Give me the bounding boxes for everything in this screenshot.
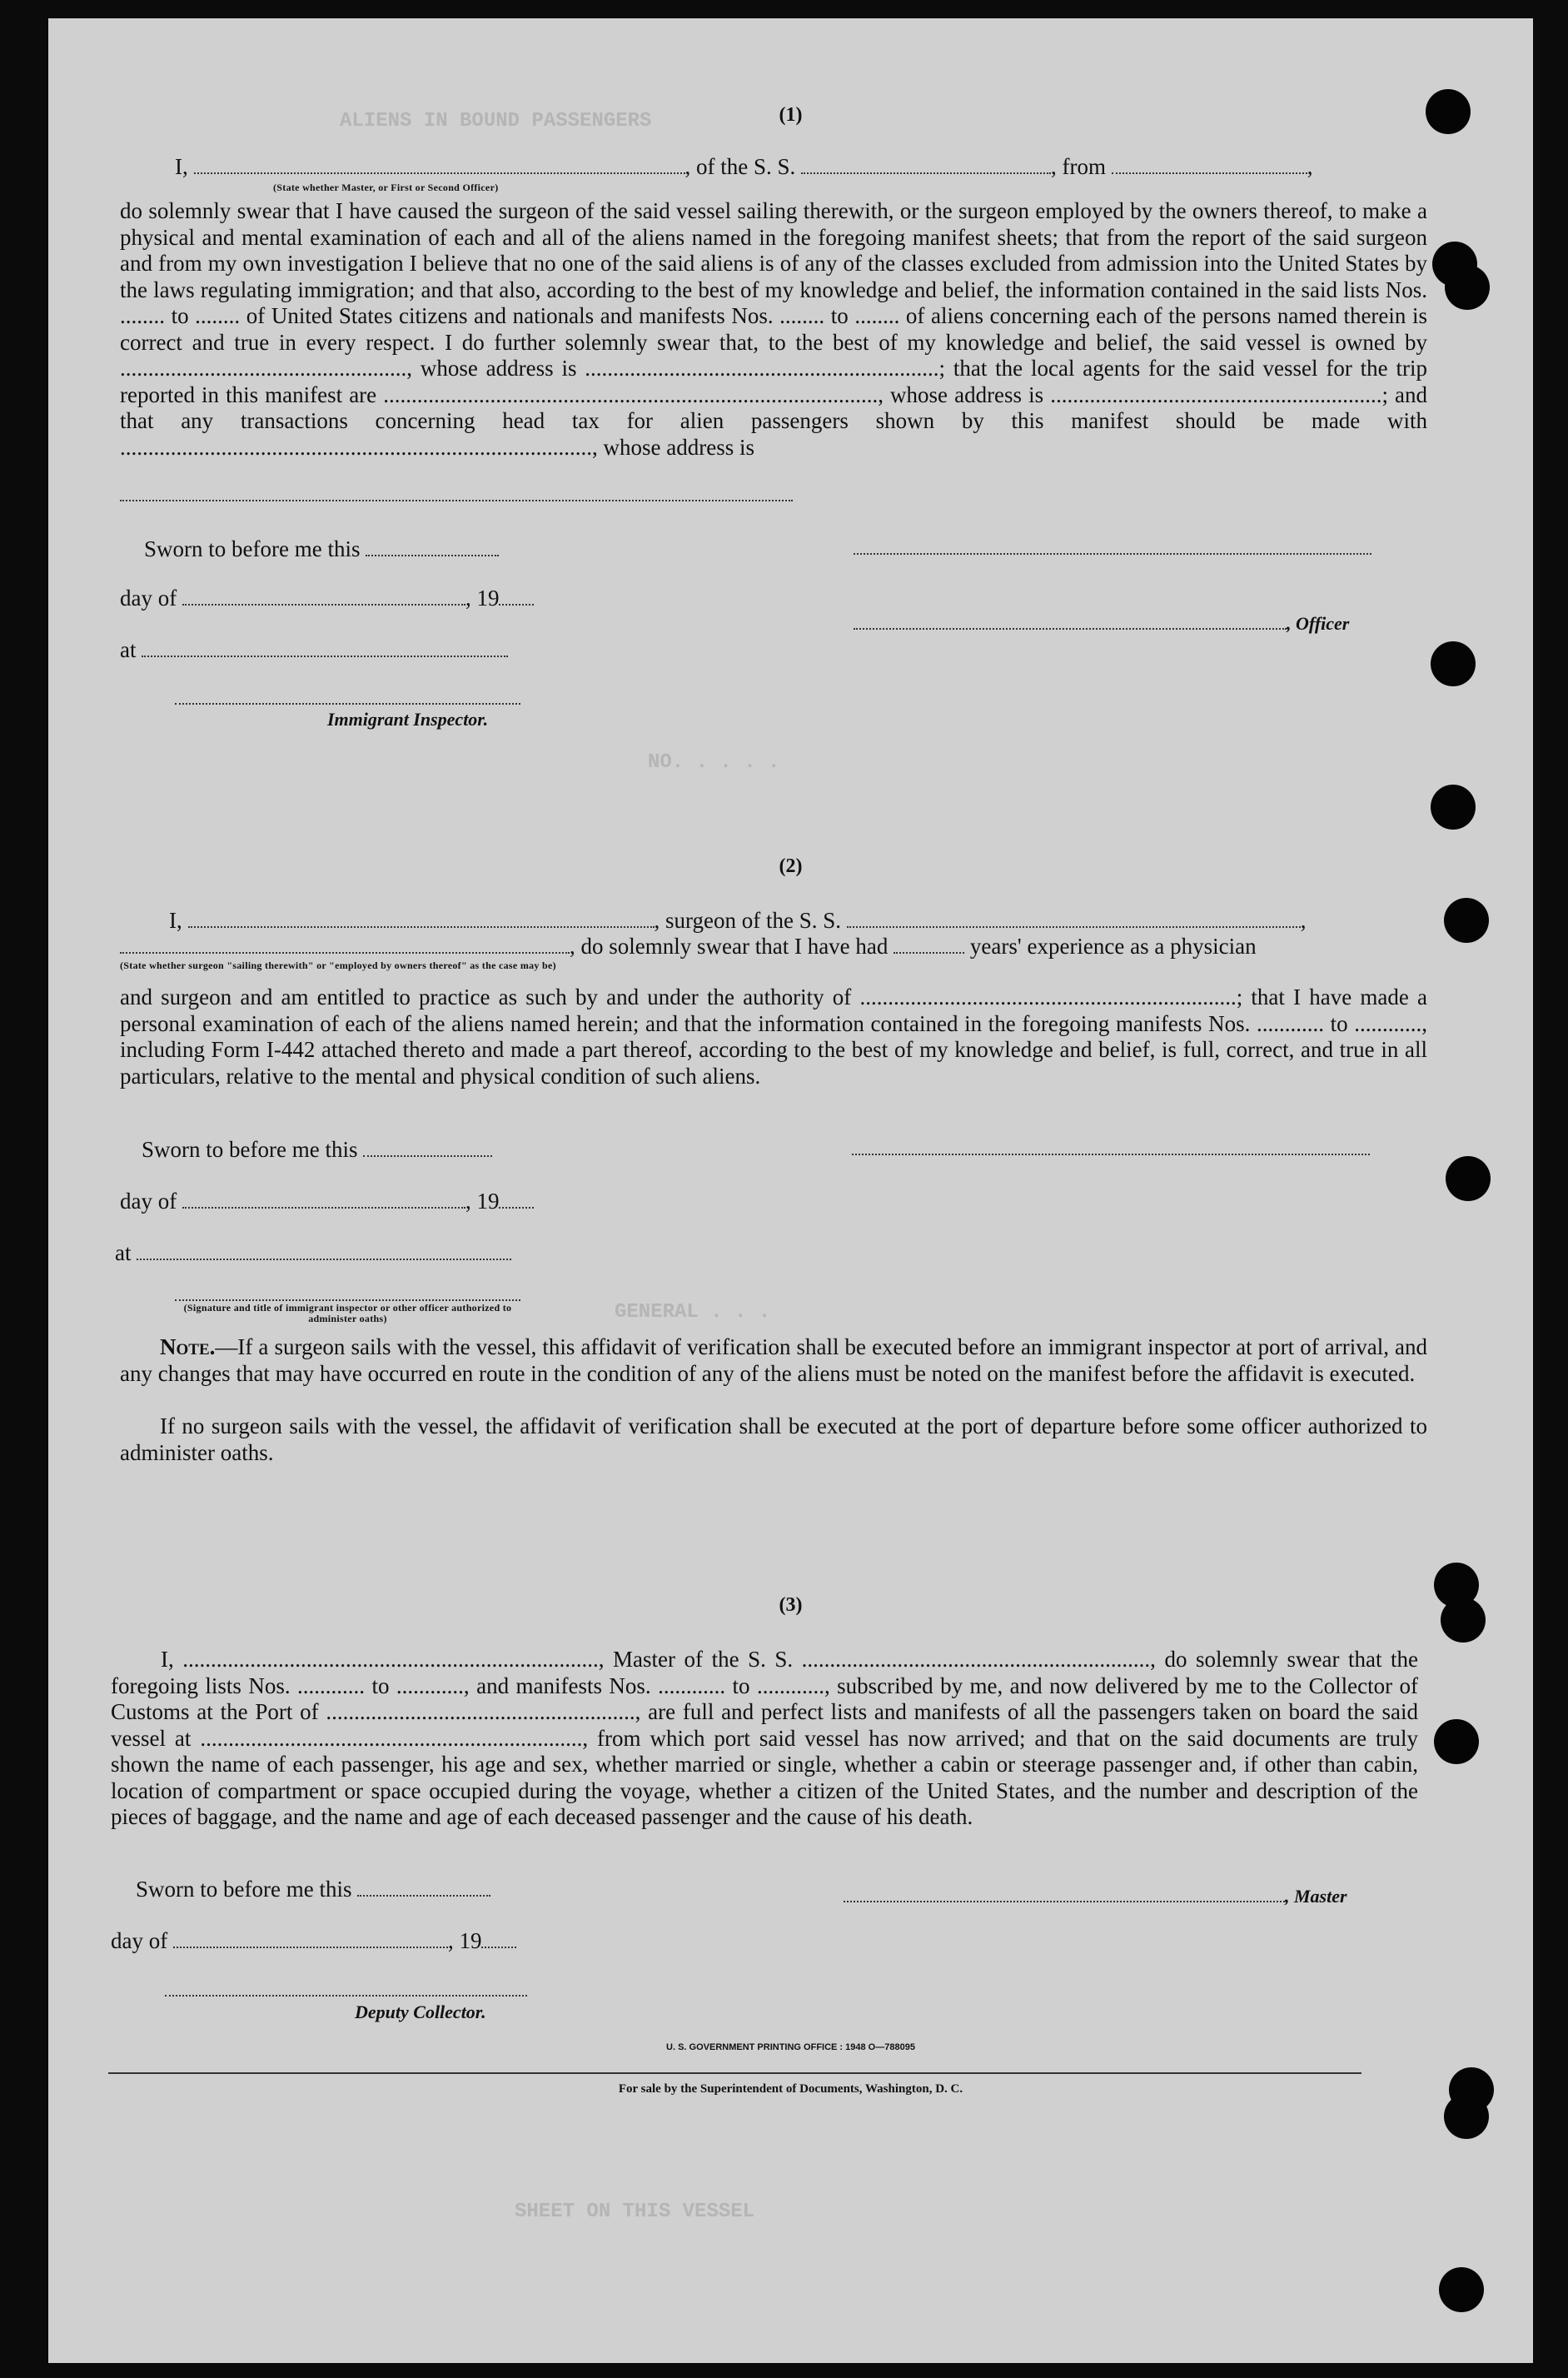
label-i: I, bbox=[175, 154, 188, 179]
label-i: I, bbox=[169, 908, 182, 933]
officer-title-field[interactable] bbox=[854, 613, 1287, 630]
year-prefix: , 19 bbox=[465, 1189, 500, 1214]
year-prefix: , 19 bbox=[465, 586, 500, 611]
port-from-field[interactable] bbox=[1112, 157, 1307, 174]
section-1-at bbox=[120, 637, 508, 663]
section-3-sworn bbox=[136, 1877, 490, 1902]
swear-label: , do solemnly swear that I have had bbox=[570, 934, 889, 959]
sworn-label: Sworn to before me this bbox=[142, 1137, 358, 1162]
surgeon-of-label: , surgeon of the S. S. bbox=[654, 908, 842, 933]
year-prefix: , 19 bbox=[447, 1928, 482, 1953]
label-comma: , bbox=[1300, 908, 1307, 933]
binder-hole bbox=[1426, 89, 1471, 134]
section-1-officer bbox=[854, 610, 1349, 636]
sworn-date-field[interactable] bbox=[366, 540, 499, 556]
day-of-field[interactable] bbox=[182, 1192, 465, 1209]
day-of-field[interactable] bbox=[182, 589, 465, 606]
day-of-field[interactable] bbox=[173, 1932, 448, 1948]
for-sale-line: For sale by the Superintendent of Documents, Washington, D. C. bbox=[618, 2082, 963, 2096]
label-from: , from bbox=[1051, 154, 1106, 179]
at-place-field[interactable] bbox=[137, 1244, 511, 1260]
collector-signature-line[interactable] bbox=[165, 1995, 527, 1997]
bleed-through-text: SHEET ON THIS VESSEL bbox=[515, 2201, 755, 2223]
surgeon-signature-line[interactable] bbox=[852, 1154, 1370, 1155]
agent-address-field[interactable] bbox=[120, 500, 793, 501]
label-of-ss: , of the S. S. bbox=[684, 154, 796, 179]
binder-hole bbox=[1446, 1156, 1491, 1201]
section-1-rank-note: (State whether Master, or First or Second Officer) bbox=[273, 182, 499, 193]
label-comma: , bbox=[1307, 154, 1313, 179]
section-2-line2 bbox=[120, 934, 1257, 960]
binder-hole bbox=[1445, 265, 1490, 310]
note-body: —If a surgeon sails with the vessel, this affidavit of verification shall be executed before an immigrant inspector at port of arrival, and any changes that may have occurred en route in the condition of any of the aliens must be noted on the manifest before the affidavit is executed. bbox=[120, 1334, 1427, 1386]
inspector-signature-line[interactable] bbox=[175, 1299, 520, 1301]
inspector-signature-line[interactable] bbox=[175, 703, 520, 705]
bleed-through-text: GENERAL . . . bbox=[615, 1301, 771, 1324]
day-of-label: day of bbox=[120, 1189, 177, 1214]
years-field[interactable] bbox=[894, 937, 964, 954]
officer-label: , Officer bbox=[1287, 613, 1350, 634]
section-2-sworn bbox=[142, 1137, 492, 1163]
immigrant-inspector-label: Immigrant Inspector. bbox=[327, 709, 489, 730]
section-1-i bbox=[175, 154, 1313, 180]
binder-hole bbox=[1441, 1598, 1486, 1643]
section-2-line1 bbox=[169, 908, 1307, 934]
officer-signature-line[interactable] bbox=[854, 553, 1371, 555]
section-3-heading: (3) bbox=[779, 1594, 803, 1616]
at-label: at bbox=[120, 637, 137, 662]
section-2-day bbox=[120, 1189, 534, 1214]
surgeon-name-field[interactable] bbox=[188, 911, 655, 928]
section-1-day bbox=[120, 586, 534, 611]
year-field[interactable] bbox=[499, 1192, 534, 1209]
years-label: years' experience as a physician bbox=[969, 934, 1257, 959]
printing-office-line: U. S. GOVERNMENT PRINTING OFFICE : 1948 O—788095 bbox=[666, 2042, 915, 2052]
binder-hole bbox=[1431, 641, 1476, 686]
master-label: , Master bbox=[1285, 1886, 1347, 1907]
section-2-oath-text: and surgeon and am entitled to practice as such by and under the authority of ...................................................................; that I have made a personal examination of each of the aliens named herein; and that the information contained in the foregoing manifests Nos. ............ to ............, including Form I-442 attached thereto and made a part thereof, according to the best of my knowledge and belief, is full, correct, and true in all particulars, relative to the mental and physical condition of such aliens. bbox=[120, 985, 1427, 1089]
footer-rule bbox=[108, 2072, 1361, 2074]
section-1-oath-text: do solemnly swear that I have caused the surgeon of the said vessel sailing therewith, or the surgeon employed by the owners thereof, to make a physical and mental examination of each and all of the aliens named in the foregoing manifest sheets; that from the report of the said surgeon and from my own investigation I believe that no one of the said aliens is of any of the classes excluded from admission into the United States by the laws regulating immigration; and that also, according to the best of my knowledge and belief, the information contained in the said lists Nos. ........ to ........ of United States citizens and nationals and manifests Nos. ........ to ........ of aliens concerning each of the persons named therein is correct and true in every respect. I do further solemnly swear that, to the best of my knowledge and belief, the said vessel is owned by ..................................................., whose address is ...............................................................; that the local agents for the said vessel for the trip reported in this manifest are ........................................................................................, whose address is ...........................................................; and that any transactions concerning head tax for alien passengers shown by this manifest should be made with ...................................................................................., whose address is bbox=[120, 198, 1427, 460]
master-signature-line[interactable] bbox=[844, 1886, 1285, 1902]
sworn-label: Sworn to before me this bbox=[144, 536, 361, 561]
bleed-through-text: NO. . . . . bbox=[648, 751, 780, 774]
year-field[interactable] bbox=[481, 1932, 516, 1948]
sworn-label: Sworn to before me this bbox=[136, 1877, 352, 1902]
note-label: Note. bbox=[160, 1334, 216, 1359]
binder-hole bbox=[1444, 2094, 1489, 2139]
sworn-date-field[interactable] bbox=[363, 1140, 492, 1157]
section-1-heading: (1) bbox=[779, 104, 803, 126]
at-label: at bbox=[115, 1240, 132, 1265]
section-2-note-2: If no surgeon sails with the vessel, the affidavit of verification shall be executed at the port of departure before some officer authorized to administer oaths. bbox=[120, 1413, 1427, 1465]
deputy-collector-label: Deputy Collector. bbox=[355, 2002, 486, 2022]
surgeon-vessel-field[interactable] bbox=[847, 911, 1301, 928]
section-2-signature-note: (Signature and title of immigrant inspector or other officer authorized to administer oaths) bbox=[183, 1302, 512, 1324]
section-1-sworn bbox=[144, 536, 499, 562]
bleed-through-text: ALIENS IN BOUND PASSENGERS bbox=[340, 110, 652, 132]
section-2-note bbox=[120, 1334, 1427, 1387]
form-page bbox=[48, 18, 1533, 2363]
day-of-label: day of bbox=[111, 1928, 168, 1953]
section-3-oath-text: I, .........................................................................., Master of the S. S. .............................................................., do solemnly swear that the foregoing lists Nos. ............ to ............, and manifests Nos. ............ to ............, subscribed by me, and now delivered by me to the Collector of Customs at the Port of ......................................................., are full and perfect lists and manifests of all the passengers taken on board the said vessel at ...................................................................., from which port said vessel has now arrived; and that on the said documents are truly shown the name of each passenger, his age and sex, whether married or single, whether a cabin or steerage passenger and, if other than cabin, location of compartment or space occupied during the voyage, whether a citizen of the United States, and the number and description of the pieces of baggage, and the name and age of each deceased passenger and the cause of his death. bbox=[111, 1647, 1418, 1829]
binder-hole bbox=[1431, 785, 1476, 830]
vessel-name-field[interactable] bbox=[801, 157, 1051, 174]
section-2-status-note: (State whether surgeon "sailing therewith" or "employed by owners thereof" as the case may be) bbox=[120, 960, 556, 971]
binder-hole bbox=[1439, 2267, 1484, 2312]
section-3-master bbox=[844, 1882, 1347, 1909]
surgeon-status-field[interactable] bbox=[120, 937, 570, 954]
sworn-date-field[interactable] bbox=[357, 1880, 490, 1897]
section-3-day bbox=[111, 1928, 516, 1954]
at-place-field[interactable] bbox=[142, 641, 508, 657]
day-of-label: day of bbox=[120, 586, 177, 611]
master-name-field[interactable] bbox=[194, 157, 685, 174]
binder-hole bbox=[1434, 1719, 1479, 1764]
section-2-at bbox=[115, 1240, 511, 1266]
binder-hole bbox=[1444, 898, 1489, 943]
year-field[interactable] bbox=[499, 589, 534, 606]
section-2-heading: (2) bbox=[779, 855, 803, 877]
